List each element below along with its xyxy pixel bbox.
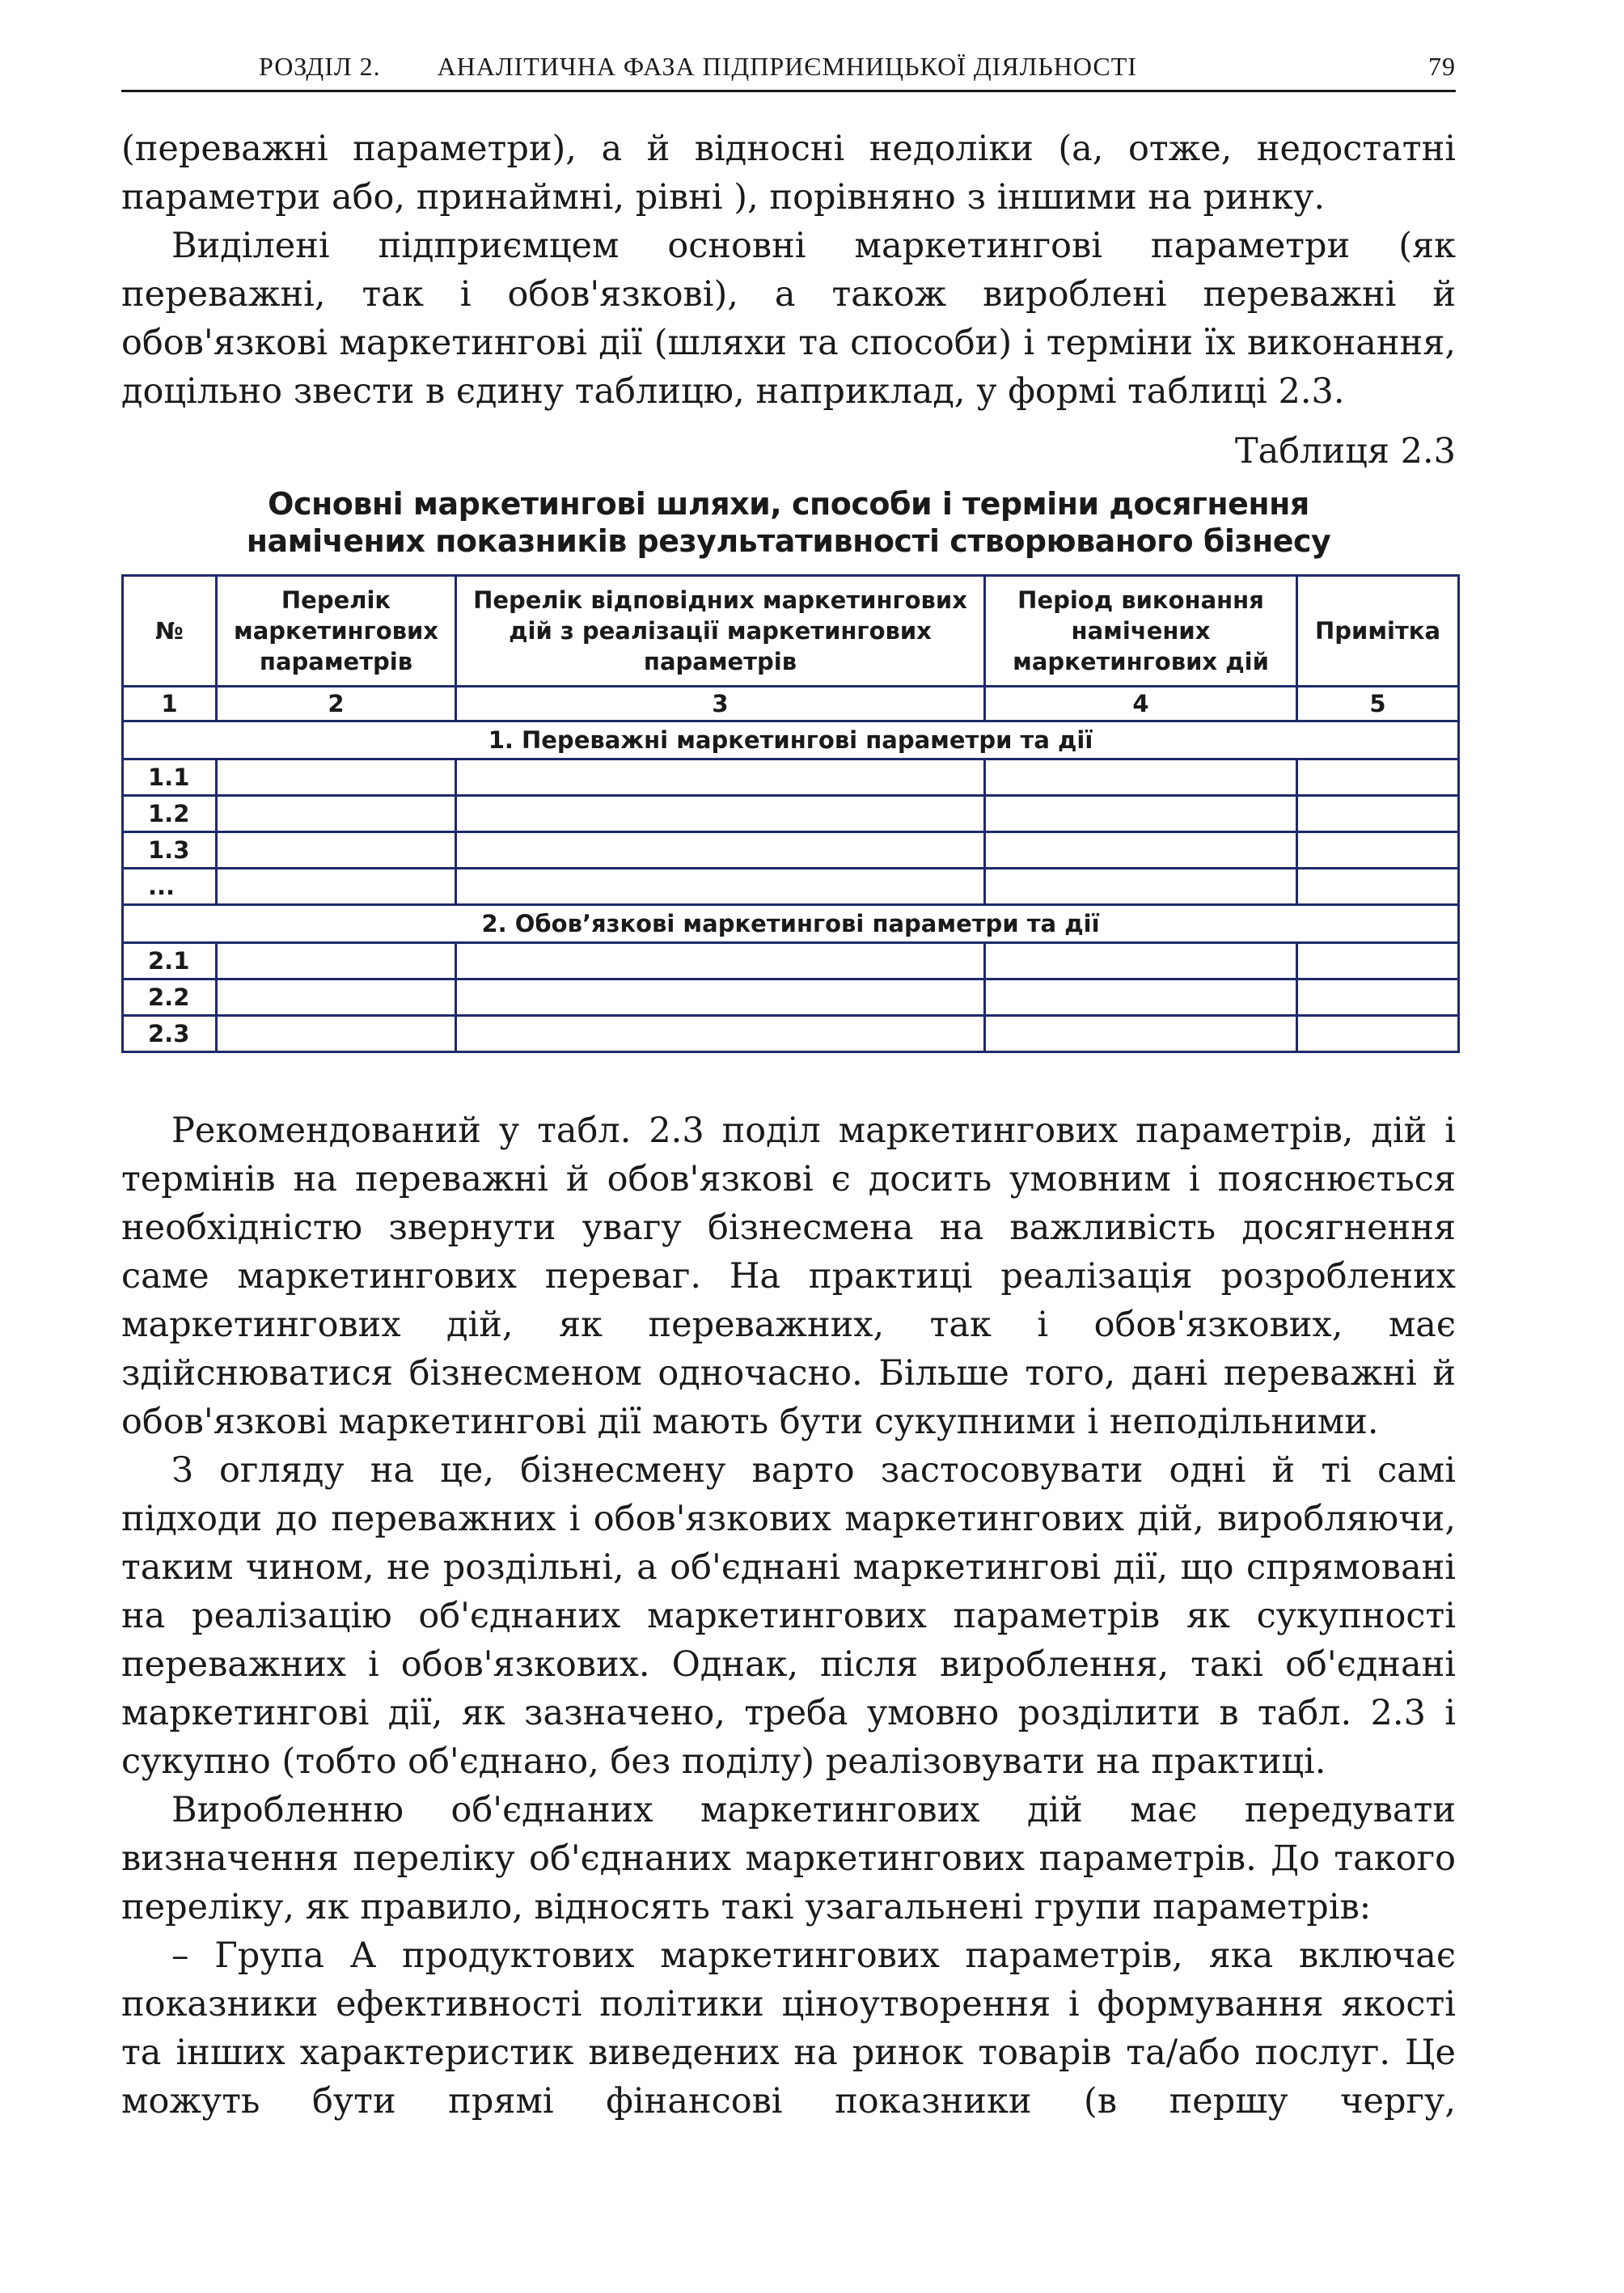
table-cell: [217, 1016, 456, 1052]
table-cell: [217, 796, 456, 832]
table-cell: [1297, 979, 1459, 1016]
table-row: [123, 759, 1459, 796]
row-number: 2.3: [123, 1016, 217, 1052]
page: [121, 49, 1456, 2126]
table-cell: [456, 832, 985, 869]
intro-text: [121, 125, 1456, 416]
table-cell: [1297, 943, 1459, 979]
table-cell: [456, 759, 985, 796]
table-cell: [985, 869, 1297, 905]
table-row: [123, 796, 1459, 832]
header-chapter-title: [259, 52, 1428, 82]
table-cell: [1297, 796, 1459, 832]
table-cell: [217, 943, 456, 979]
column-number: 1: [123, 687, 217, 721]
table-row: [123, 1016, 1459, 1052]
paragraph: Виділені підприємцем основні маркетингові параметри (як переважні, так і обов'язкові), а також вироблені переважні й обов'язкові маркетингові дії (шляхи та способи) і терміни їх виконання, доцільно звести в єдину таблицю, наприклад, у формі таблиці 2.3.: [121, 226, 1456, 412]
table-cell: [217, 869, 456, 905]
paragraph: – Група А продуктових маркетингових параметрів, яка включає показники ефективності політики ціноутворення і формування якості та інших характеристик виведених на ринок товарів та/або послуг. Це можуть бути прямі фінансові показники (в першу чергу,: [121, 1936, 1456, 2122]
table-cell: [456, 796, 985, 832]
table-cell: [456, 1016, 985, 1052]
section-row: [123, 721, 1459, 759]
row-number: 2.2: [123, 979, 217, 1016]
column-number: 4: [985, 687, 1297, 721]
row-number: ...: [123, 869, 217, 905]
table-cell: [217, 979, 456, 1016]
column-number: 2: [217, 687, 456, 721]
table-row: [123, 943, 1459, 979]
table-row: [123, 832, 1459, 869]
column-header: №: [123, 576, 217, 687]
section-row: [123, 905, 1459, 943]
table-cell: [985, 759, 1297, 796]
column-header: Перелік відповідних маркетингових дій з реалізації маркетингових параметрів: [456, 576, 985, 687]
chapter-label: РОЗДІЛ 2.: [259, 52, 381, 81]
table-cell: [217, 832, 456, 869]
column-header: Примітка: [1297, 576, 1459, 687]
row-number: 1.3: [123, 832, 217, 869]
table-cell: [456, 869, 985, 905]
table-caption: Таблиця 2.3: [1234, 431, 1456, 472]
section-heading: 2. Обов’язкові маркетингові параметри та дії: [123, 905, 1459, 943]
section-heading: 1. Переважні маркетингові параметри та дії: [123, 721, 1459, 759]
row-number: 1.2: [123, 796, 217, 832]
table-cell: [985, 832, 1297, 869]
running-header: [121, 49, 1456, 92]
table-cell: [985, 1016, 1297, 1052]
table-title: [121, 485, 1456, 560]
table-cell: [1297, 832, 1459, 869]
table-cell: [217, 759, 456, 796]
table-row: [123, 869, 1459, 905]
table-header-row: [123, 576, 1459, 687]
table-cell: [1297, 869, 1459, 905]
table-cell: [456, 979, 985, 1016]
paragraph: З огляду на це, бізнесмену варто застосовувати одні й ті самі підходи до переважних і обов'язкових маркетингових дій, виробляючи, таким чином, не роздільні, а об'єднані маркетингові дії, що спрямовані на реалізацію об'єднаних маркетингових параметрів як сукупності переважних і обов'язкових. Однак, після вироблення, такі об'єднані маркетингові дії, як зазначено, треба умовно розділити в табл. 2.3 і сукупно (тобто об'єднано, без поділу) реалізовувати на практиці.: [121, 1450, 1456, 1782]
chapter-title: АНАЛІТИЧНА ФАЗА ПІДПРИЄМНИЦЬКОЇ ДІЯЛЬНОСТІ: [437, 52, 1137, 81]
table-cell: [456, 943, 985, 979]
table-title-line: Основні маркетингові шляхи, способи і терміни досягнення: [268, 486, 1309, 522]
body-text: [121, 1106, 1456, 2126]
column-header: Період виконання намічених маркетингових дій: [985, 576, 1297, 687]
page-number: 79: [1428, 52, 1456, 81]
paragraph: Рекомендований у табл. 2.3 поділ маркетингових параметрів, дій і термінів на переважні й обов'язкові є досить умовним і пояснюється необхідністю звернути увагу бізнесмена на важливість досягнення саме маркетингових переваг. На практиці реалізація розроблених маркетингових дій, як переважних, так і обов'язкових, має здійснюватися бізнесменом одночасно. Більше того, дані переважні й обов'язкові маркетингові дії мають бути сукупними і неподільними.: [121, 1111, 1456, 1442]
marketing-table: [121, 574, 1460, 1053]
table-cell: [985, 796, 1297, 832]
table-row: [123, 979, 1459, 1016]
row-number: 1.1: [123, 759, 217, 796]
column-number-row: [123, 687, 1459, 721]
table-cell: [985, 979, 1297, 1016]
paragraph: Виробленню об'єднаних маркетингових дій має передувати визначення переліку об'єднаних маркетингових параметрів. До такого переліку, як правило, відносять такі узагальнені групи параметрів:: [121, 1790, 1456, 1927]
table-title-line: намічених показників результативності створюваного бізнесу: [246, 523, 1331, 559]
column-number: 5: [1297, 687, 1459, 721]
row-number: 2.1: [123, 943, 217, 979]
column-number: 3: [456, 687, 985, 721]
table-cell: [1297, 1016, 1459, 1052]
table-cell: [985, 943, 1297, 979]
table-cell: [1297, 759, 1459, 796]
paragraph: (переважні параметри), а й відносні недоліки (а, отже, недостатні параметри або, принаймні, рівні ), порівняно з іншими на ринку.: [121, 129, 1456, 218]
column-header: Перелік маркетингових параметрів: [217, 576, 456, 687]
